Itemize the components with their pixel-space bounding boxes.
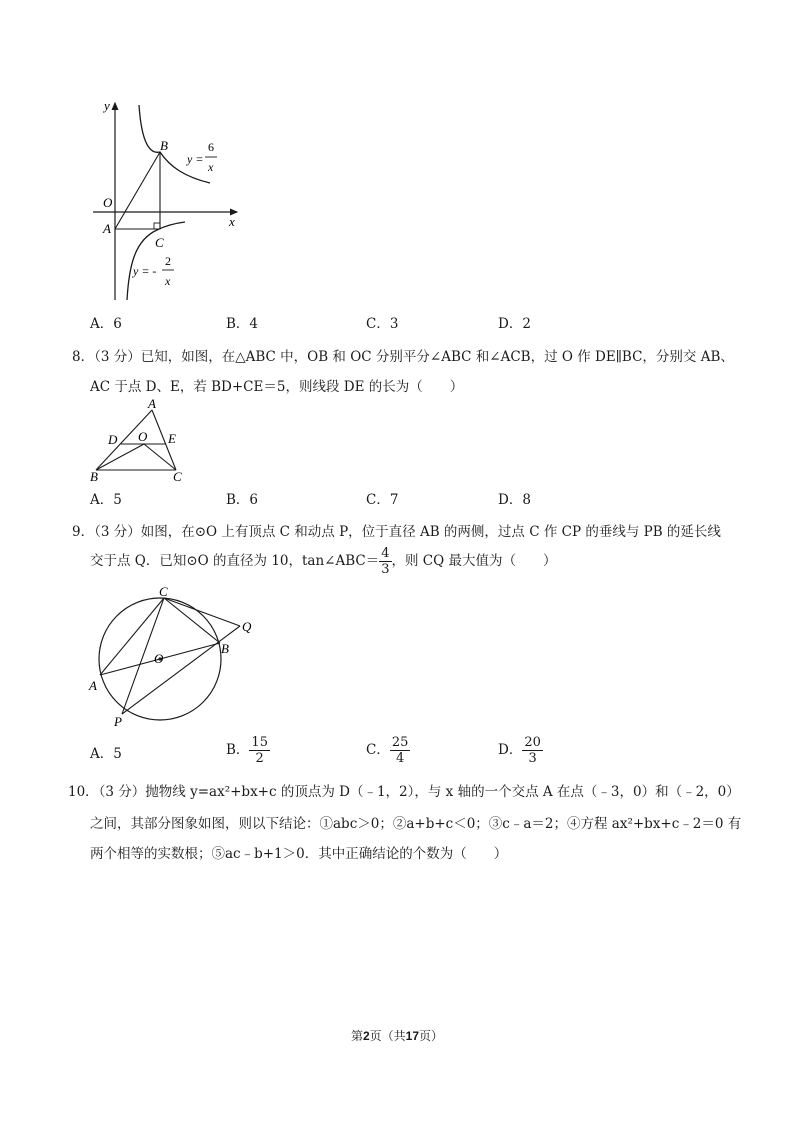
label-c: C bbox=[159, 584, 168, 599]
segment-cq bbox=[164, 598, 240, 626]
label-b: B bbox=[221, 641, 229, 656]
q9-option-b-num: 15 bbox=[251, 735, 268, 750]
q9-option-d-fraction bbox=[522, 735, 543, 766]
q8-stem-line1: 8．（3 分）已知，如图，在△ABC 中，OB 和 OC 分别平分∠ABC 和∠ACB，过 O 作 DE∥BC，分别交 AB、 bbox=[72, 349, 734, 365]
x-axis-label: x bbox=[229, 214, 235, 229]
segment-pq bbox=[122, 626, 240, 714]
hyperbola-positive bbox=[139, 105, 210, 183]
chord-cb bbox=[164, 598, 220, 643]
label-c: C bbox=[173, 469, 182, 484]
point-a-label: A bbox=[103, 221, 111, 236]
hyperbola-negative bbox=[127, 222, 185, 300]
q8-option-d: D．8 bbox=[498, 492, 531, 508]
q9-option-d-num: 20 bbox=[524, 735, 541, 750]
label-d: D bbox=[108, 432, 118, 447]
q10-stem-line3: 两个相等的实数根；⑤ac﹣b+1＞0．其中正确结论的个数为（ ） bbox=[90, 846, 508, 862]
q9-option-b-letter: B． bbox=[226, 742, 250, 758]
q8-figure bbox=[86, 396, 196, 486]
curve1-den: x bbox=[208, 160, 214, 174]
q9-option-b bbox=[226, 735, 270, 766]
footer-page-number: 2 bbox=[362, 1029, 370, 1043]
tan-fraction bbox=[379, 546, 391, 577]
label-p: P bbox=[114, 714, 122, 729]
footer-pre: 第 bbox=[350, 1029, 363, 1043]
tan-denominator: 3 bbox=[381, 562, 390, 577]
q9-stem-line1: 9．（3 分）如图，在⊙O 上有顶点 C 和动点 P，位于直径 AB 的两侧，过点 C 作 CP 的垂线与 PB 的延长线 bbox=[72, 524, 721, 540]
page-footer bbox=[0, 1027, 794, 1044]
footer-total-pages: 17 bbox=[405, 1029, 420, 1043]
y-axis-label: y bbox=[104, 98, 110, 113]
q9-stem-line2-b: ，则 CQ 最大值为（ ） bbox=[391, 553, 557, 569]
q7-option-a: A．6 bbox=[90, 316, 122, 332]
q9-option-a-value: 5 bbox=[113, 746, 122, 762]
q10-stem-line2: 之间，其部分图象如图，则以下结论：①abc＞0；②a+b+c＜0；③c﹣a＝2；④方程 ax²+bx+c﹣2＝0 有 bbox=[90, 816, 742, 832]
q9-option-b-fraction bbox=[249, 735, 270, 766]
q9-figure bbox=[84, 583, 264, 733]
q9-option-c-den: 4 bbox=[395, 751, 405, 766]
curve1-num: 6 bbox=[208, 140, 214, 154]
point-b-label: B bbox=[160, 138, 168, 153]
label-e: E bbox=[168, 431, 176, 446]
q10-stem-line1: 10．（3 分）抛物线 y=ax²+bx+c 的顶点为 D（﹣1，2），与 x 轴的一个交点 A 在点（﹣3，0）和（﹣2，0） bbox=[68, 784, 740, 800]
q9-option-c-letter: C． bbox=[366, 742, 390, 758]
label-b: B bbox=[90, 469, 98, 484]
tan-numerator: 4 bbox=[381, 546, 390, 561]
q8-option-c: C．7 bbox=[366, 492, 399, 508]
q9-option-c bbox=[366, 735, 410, 766]
label-a: A bbox=[148, 396, 156, 411]
curve2-num: 2 bbox=[165, 254, 171, 268]
q9-option-d-den: 3 bbox=[528, 751, 537, 766]
q7-option-d: D．2 bbox=[498, 316, 531, 332]
curve1-lhs: y = bbox=[187, 152, 204, 166]
label-a: A bbox=[89, 678, 97, 693]
label-q: Q bbox=[242, 619, 252, 634]
q7-option-c: C．3 bbox=[366, 316, 399, 332]
label-o: O bbox=[138, 429, 148, 444]
q9-option-a bbox=[90, 742, 122, 762]
q9-option-d-letter: D． bbox=[498, 742, 523, 758]
footer-mid: 页（共 bbox=[369, 1029, 406, 1043]
point-c-label: C bbox=[155, 235, 164, 250]
segment-ob bbox=[96, 444, 144, 470]
q9-stem-line2-a: 交于点 Q．已知⊙O 的直径为 10，tan∠ABC＝ bbox=[90, 553, 380, 569]
right-angle-mark bbox=[154, 223, 160, 229]
q8-option-b: B．6 bbox=[226, 492, 259, 508]
q8-option-a: A．5 bbox=[90, 492, 122, 508]
q9-stem-line2 bbox=[90, 546, 557, 577]
origin-label: O bbox=[103, 195, 113, 210]
q9-option-c-fraction bbox=[390, 735, 411, 766]
label-o: O bbox=[154, 651, 164, 666]
segment-ab bbox=[115, 152, 160, 229]
q7-figure bbox=[85, 95, 255, 310]
q8-stem-line2: AC 于点 D、E，若 BD+CE＝5，则线段 DE 的长为（ ） bbox=[90, 379, 464, 395]
q9-option-d bbox=[498, 735, 543, 766]
curve2-den: x bbox=[165, 274, 171, 288]
q7-option-b: B．4 bbox=[226, 316, 259, 332]
curve2-lhs: y = - bbox=[133, 264, 157, 278]
q9-option-b-den: 2 bbox=[255, 751, 264, 766]
footer-post: 页） bbox=[419, 1029, 444, 1043]
q9-option-c-num: 25 bbox=[391, 735, 409, 750]
q9-option-a-letter: A． bbox=[90, 746, 114, 762]
